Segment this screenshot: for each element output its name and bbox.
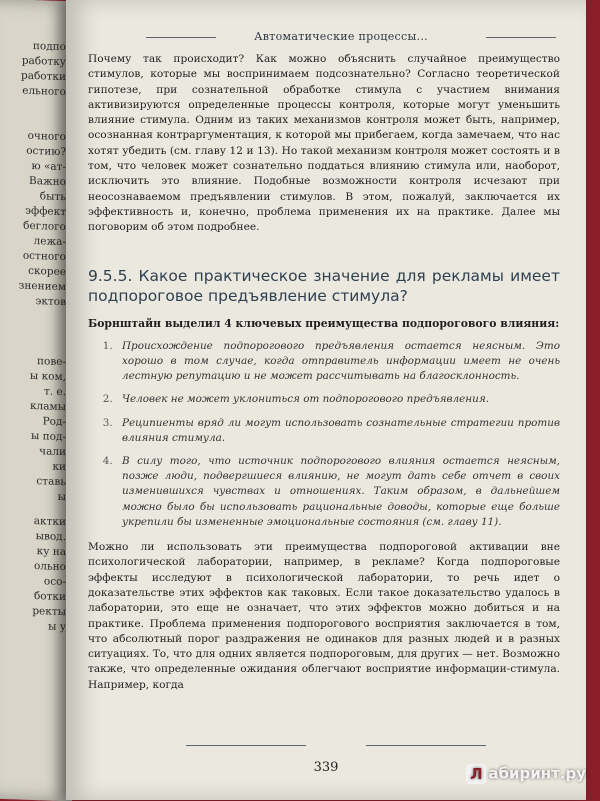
left-page-fragment: работки (21, 69, 66, 84)
left-page-fragment: скорее (28, 264, 66, 279)
left-page-fragment: актки (33, 515, 66, 529)
left-page-fragment: осо- (43, 575, 66, 589)
left-page-fragment: ботки (33, 590, 66, 604)
left-page-fragment: ректы (32, 604, 66, 619)
section-lead: Борнштайн выделил 4 ключевых преимущества подпорогового влияния: (88, 316, 560, 330)
left-page-fragment: Род- (42, 415, 66, 429)
section-heading (88, 266, 560, 306)
advantages-list (88, 339, 560, 530)
left-page-fragment: знением (18, 279, 66, 294)
left-page-fragment: подпо (32, 39, 66, 54)
left-page-fragment: т. е. (43, 385, 66, 399)
left-page-fragment: Важно (29, 174, 66, 189)
left-page-fragment: остного (22, 249, 66, 264)
page-content (88, 52, 560, 701)
watermark-text: абиринт.ру (488, 764, 586, 783)
left-page-fragment: эктов (35, 295, 66, 309)
section-title: Какое практическое значение для рекламы имеет подпороговое предъявление стимула? (88, 266, 560, 305)
left-page-fragment: ы у (48, 620, 66, 634)
intro-paragraph: Почему так происходит? Как можно объяснить случайное преимущество стимулов, которые мы воспринимаем подсознательно? Согласно теоретической гипотезе, при сознательной обработке стимула с участием внимания активизируются определенные процессы контроля, которые могут уменьшить влияние стимула. Одним из таких механизмов контроля может быть, например, осознанная контраргументация, к которой мы прибегаем, когда замечаем, что нас хотят убедить (см. главу 12 и 13). Но такой механизм контроля может состоять и в том, что человек может сознательно поддаться влиянию стимула или, наоборот, исключить это влияние. Подобные возможности контроля исчезают при неосознаваемом предъявлении стимулов. В этом, пожалуй, заключается их эффективность и, конечно, проблема применения их на практике. Далее мы поговорим об этом подробнее. (88, 53, 560, 234)
left-page-fragment: ставь (36, 475, 66, 489)
book-page (66, 0, 586, 800)
left-page-fragment: ы ком, (29, 369, 66, 384)
left-page-fragment: работку (21, 54, 66, 69)
list-item: 4. В силу того, что источник подпорогового влияния остается неясным, позже люди, подвергшиеся влиянию, не могут дать себе отчет в своих изменившихся чувствах и отношениях. Таким образом, в дальнейшем можно было бы использовать рациональные доводы, которые еще больше укрепили бы измененные эмоциональные состояния (см. главу 11). (116, 454, 560, 530)
page-number: 339 (313, 760, 339, 775)
labirint-logo-icon: Л (466, 764, 486, 784)
left-page-fragment: ывод. (35, 530, 66, 544)
left-page-fragment: ы (57, 490, 66, 504)
section-number: 9.5.5. (88, 266, 133, 285)
left-page-fragment: быть (39, 190, 66, 204)
left-page-fragment: ельного (22, 84, 66, 99)
labirint-watermark (466, 764, 586, 784)
running-header: Автоматические процессы... (116, 30, 566, 43)
left-page-fragment: лежа- (33, 235, 66, 249)
left-page-fragment: очного (27, 129, 66, 144)
left-page-fragment: остию? (26, 144, 66, 159)
closing-paragraph: Можно ли использовать эти преимущества подпороговой активации вне психологической лаборатории, например, в рекламе? Когда подпороговые эффекты исследуют в психологической лаборатории, то речь идет о доказательстве этих эффектов как таковых. Если такое доказательство удалось в лаборатории, это еще не означает, что этих эффектов можно добиться и на практике. Проблема применения подпорогового восприятия заключается в том, что абсолютный порог раздражения не одинаков для разных людей и в разных ситуациях. То, что для одних является подпороговым, для других — нет. Возможно также, что определенные ожидания облегчают восприятие информации-стимула. Например, когда (88, 541, 560, 691)
left-page-fragment: беглого (23, 219, 66, 234)
left-page-fragment: эффект (25, 204, 66, 219)
left-page-fragment: ку на (36, 545, 66, 559)
left-page-fragment: ольно (33, 560, 66, 574)
list-item: 1. Происхождение подпорогового предъявления остается неясным. Это хорошо в том случае, когда отправитель информации имеет не очень лестную репутацию и не может рассчитывать на благосклонность. (116, 339, 560, 385)
left-page-fragment: чали (39, 445, 66, 459)
left-page-fragment: ки (52, 460, 66, 474)
left-page-fragment: пове- (37, 355, 66, 369)
left-page-fragment: кламы (29, 399, 66, 414)
left-page-fragment: ю «ат- (31, 159, 66, 174)
list-item: 2. Человек не может уклониться от подпорогового предъявления. (116, 392, 560, 407)
left-page-edge (0, 0, 72, 801)
left-page-fragment: ы под- (30, 429, 66, 444)
footer-rule-left (186, 745, 306, 746)
list-item: 3. Реципиенты вряд ли могут использовать сознательные стратегии против влияния стимула. (116, 416, 560, 446)
footer-rule-right (366, 745, 486, 746)
